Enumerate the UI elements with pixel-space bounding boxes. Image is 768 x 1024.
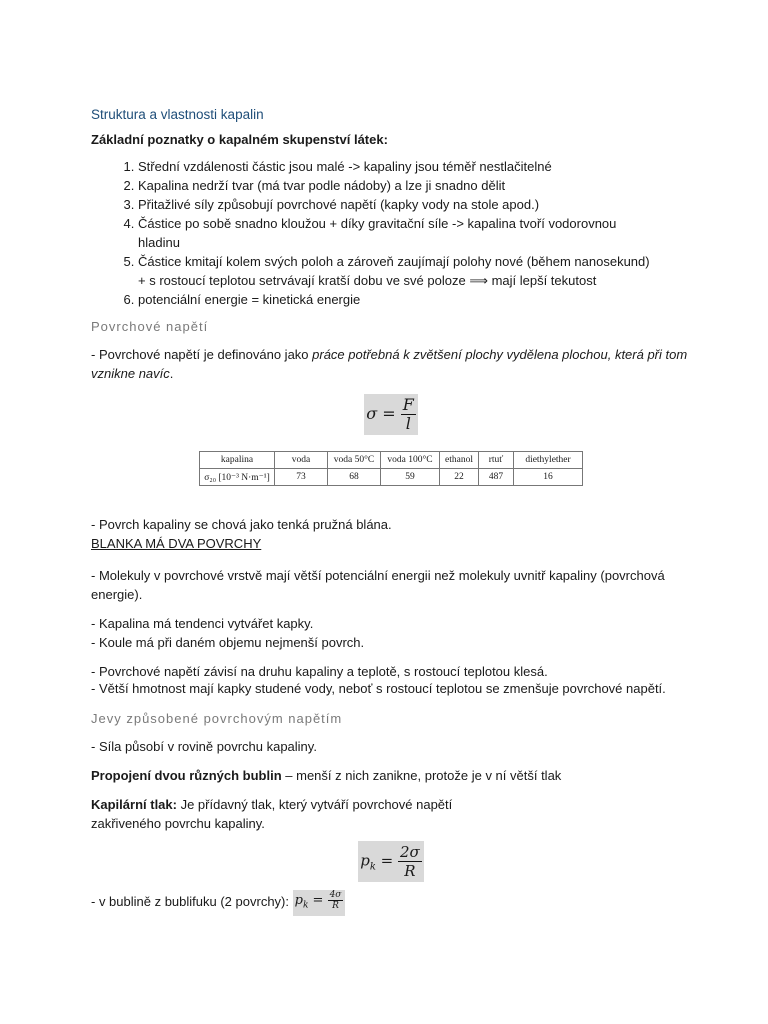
definition-paragraph xyxy=(91,345,691,383)
table-cell: 73 xyxy=(275,469,328,486)
formula-numerator: 2σ xyxy=(400,843,420,861)
list-item-text-cont: + s rostoucí teplotou setrvávají kratší dobu ve své poloze ⟹ mají lepší tekutost xyxy=(138,273,597,288)
paragraph-capillary xyxy=(91,795,691,833)
table-cell: 22 xyxy=(440,469,479,486)
paragraph-bubbles xyxy=(91,766,691,785)
table-header-cell: rtuť xyxy=(479,452,514,469)
section-heading-phenomena: Jevy způsobené povrchovým napětím xyxy=(91,711,343,726)
formula-lhs: σ = xyxy=(366,404,396,423)
table-cell: 487 xyxy=(479,469,514,486)
formula-fraction xyxy=(328,890,344,911)
formula-numerator: 4σ xyxy=(329,890,342,900)
table-row xyxy=(200,469,583,486)
formula-equals: = xyxy=(308,893,324,908)
list-item-text-cont: hladinu xyxy=(138,235,180,250)
surface-tension-table xyxy=(199,451,583,486)
list-item-text: potenciální energie = kinetická energie xyxy=(138,292,361,307)
table-header-cell: kapalina xyxy=(200,452,275,469)
formula-subscript: k xyxy=(302,900,309,911)
document-title: Struktura a vlastnosti kapalin xyxy=(91,107,264,122)
capillary-bold: Kapilární tlak: xyxy=(91,797,177,812)
bubble-blower-text: - v bublině z bublifuku (2 povrchy): xyxy=(91,894,293,910)
list-item xyxy=(138,290,691,309)
table-cell: 68 xyxy=(328,469,381,486)
formula-lhs: p xyxy=(294,893,303,908)
table-header-cell: voda 50°C xyxy=(328,452,381,469)
table-header-cell: diethylether xyxy=(514,452,583,469)
formula-equals: = xyxy=(375,851,394,870)
paragraph-bubble-blower xyxy=(91,890,691,916)
section-heading-surface-tension: Povrchové napětí xyxy=(91,319,209,334)
formula-box-small xyxy=(293,890,346,916)
table-header-cell: voda xyxy=(275,452,328,469)
surface-tension-table-wrap xyxy=(91,451,691,486)
list-item-text: Střední vzdálenosti částic jsou malé -> kapaliny jsou téměř nestlačitelné xyxy=(138,159,552,174)
paragraph-force-plane: - Síla působí v rovině povrchu kapaliny. xyxy=(91,739,317,754)
capillary-text: Je přídavný tlak, který vytváří povrchové napětí xyxy=(176,797,453,812)
formula-box xyxy=(364,394,418,435)
table-header-cell: ethanol xyxy=(440,452,479,469)
formula-numerator: F xyxy=(402,395,414,414)
list-item xyxy=(138,157,691,176)
paragraph-membrane: - Povrch kapaliny se chová jako tenká pružná blána. xyxy=(91,517,392,532)
definition-suffix: . xyxy=(169,366,174,381)
formula-fraction xyxy=(401,396,416,433)
list-item xyxy=(138,176,691,195)
formula-box xyxy=(358,841,424,882)
list-item xyxy=(138,195,691,214)
list-item-text: Částice kmitají kolem svých poloh a zároveň zaujímají polohy nové (během nanosekund) xyxy=(138,254,650,269)
list-item xyxy=(138,252,691,290)
basics-list xyxy=(91,157,691,309)
table-cell: 16 xyxy=(514,469,583,486)
formula-lhs: p xyxy=(360,851,370,870)
bubbles-text: – menší z nich zanikne, protože je v ní větší tlak xyxy=(281,768,562,783)
paragraph-cold-water: - Větší hmotnost mají kapky studené vody, neboť s rostoucí teplotou se zmenšuje povrchové napětí. xyxy=(91,681,666,696)
bubbles-bold: Propojení dvou různých bublin xyxy=(91,768,282,783)
list-item-text: Částice po sobě snadno kloužou + díky gravitační síle -> kapalina tvoří vodorovnou xyxy=(138,216,617,231)
formula-denominator: R xyxy=(332,901,339,911)
formula-denominator: R xyxy=(404,862,416,880)
paragraph-potential-energy: - Molekuly v povrchové vrstvě mají větší potenciální energii než molekuly uvnitř kapaliny (povrchová energie). xyxy=(91,568,665,602)
paragraph-sphere: - Koule má při daném objemu nejmenší povrch. xyxy=(91,635,365,650)
list-item-text: Přitažlivé síly způsobují povrchové napětí (kapky vody na stole apod.) xyxy=(138,197,540,212)
definition-text: - Povrchové napětí je definováno jako xyxy=(91,347,313,362)
formula-capillary xyxy=(91,841,691,882)
paragraph-two-surfaces: BLANKA MÁ DVA POVRCHY xyxy=(91,536,262,551)
list-item-text: Kapalina nedrží tvar (má tvar podle nádoby) a lze ji snadno dělit xyxy=(138,178,506,193)
paragraph-temperature: - Povrchové napětí závisí na druhu kapaliny a teplotě, s rostoucí teplotou klesá. xyxy=(91,664,548,679)
basics-heading: Základní poznatky o kapalném skupenství látek: xyxy=(91,132,388,147)
definition-italic: práce potřebná k zvětšení plochy vydělena plochou, která při tom vznikne navíc xyxy=(91,347,688,381)
formula-subscript: k xyxy=(369,861,376,873)
table-header-row xyxy=(200,452,583,469)
list-item xyxy=(138,214,691,252)
capillary-text-cont: zakřiveného povrchu kapaliny. xyxy=(91,816,265,831)
table-header-cell: voda 100°C xyxy=(381,452,440,469)
formula-fraction xyxy=(398,843,422,880)
table-row-label: σ₂₀ [10⁻³ N·m⁻¹] xyxy=(200,469,275,486)
formula-sigma xyxy=(91,394,691,435)
paragraph-drops: - Kapalina má tendenci vytvářet kapky. xyxy=(91,616,314,631)
document-page xyxy=(91,107,691,916)
table-cell: 59 xyxy=(381,469,440,486)
formula-denominator: l xyxy=(405,414,411,433)
